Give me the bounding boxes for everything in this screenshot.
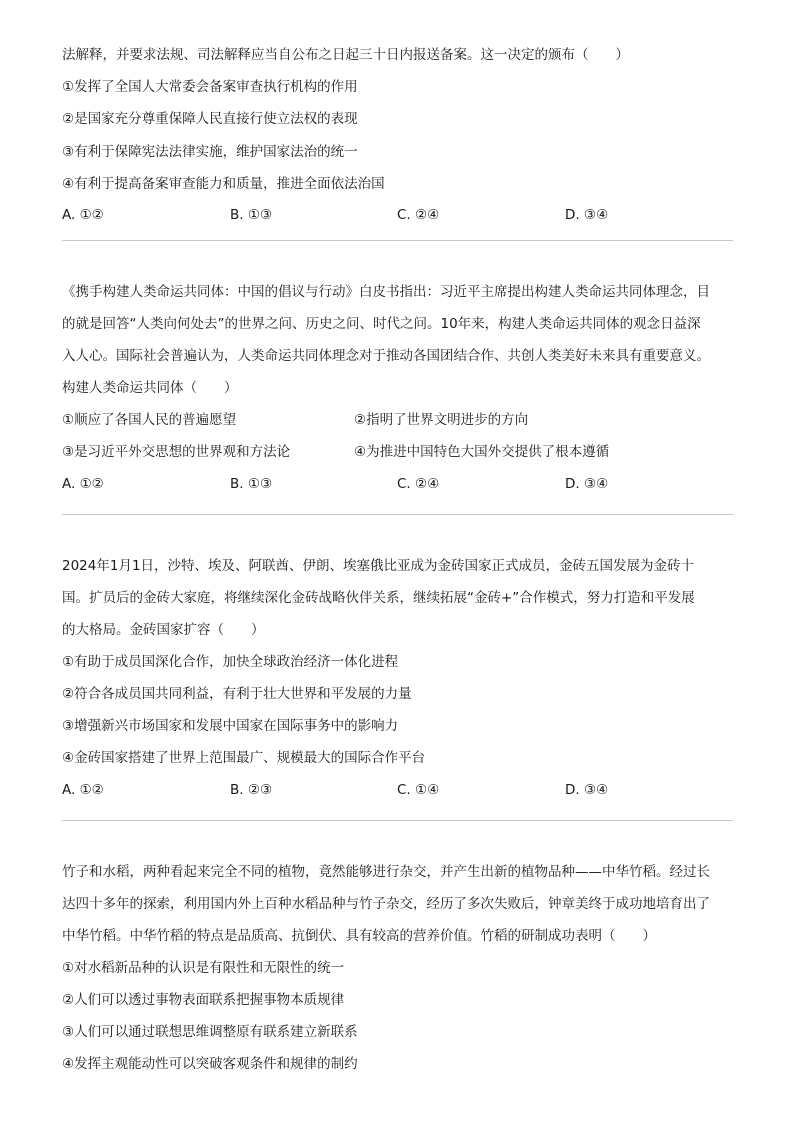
- q1-choice-c[interactable]: C. ②④: [397, 207, 440, 223]
- q3-option-4: ④金砖国家搭建了世界上范围最广、规模最大的国际合作平台: [62, 750, 426, 766]
- q2-choice-c[interactable]: C. ②④: [397, 476, 440, 492]
- q4-option-4: ④发挥主观能动性可以突破客观条件和规律的制约: [62, 1056, 358, 1072]
- q3-option-1: ①有助于成员国深化合作，加快全球政治经济一体化进程: [62, 654, 399, 670]
- q2-stem-line-1: 《携手构建人类命运共同体：中国的倡议与行动》白皮书指出：习近平主席提出构建人类命运共同体理念，目: [62, 284, 710, 300]
- q3-stem-line-1: 2024年1月1日，沙特、埃及、阿联酋、伊朗、埃塞俄比亚成为金砖国家正式成员，金砖五国发展为金砖十: [62, 558, 695, 574]
- q4-option-3: ③人们可以通过联想思维调整原有联系建立新联系: [62, 1024, 358, 1040]
- q3-choice-a[interactable]: A. ①②: [62, 782, 104, 798]
- q2-option-4: ④为推进中国特色大国外交提供了根本遵循: [354, 444, 610, 460]
- q3-stem-line-2: 国。扩员后的金砖大家庭，将继续深化金砖战略伙伴关系，继续拓展“金砖+”合作模式，努力打造和平发展: [62, 590, 695, 606]
- q4-option-1: ①对水稻新品种的认识是有限性和无限性的统一: [62, 960, 345, 976]
- q1-option-4: ④有利于提高备案审查能力和质量，推进全面依法治国: [62, 176, 385, 192]
- q3-option-2: ②符合各成员国共同利益，有利于壮大世界和平发展的力量: [62, 686, 412, 702]
- q2-option-3: ③是习近平外交思想的世界观和方法论: [62, 444, 291, 460]
- q4-stem-line-1: 竹子和水稻，两种看起来完全不同的植物，竟然能够进行杂交，并产生出新的植物品种——中华竹稻。经过长: [62, 864, 710, 880]
- q1-stem-line-1: 法解释，并要求法规、司法解释应当自公布之日起三十日内报送备案。这一决定的颁布（ ）: [62, 47, 629, 63]
- q1-choice-d[interactable]: D. ③④: [565, 207, 609, 223]
- question-divider: [62, 514, 733, 515]
- q2-option-2: ②指明了世界文明进步的方向: [354, 412, 529, 428]
- q4-option-2: ②人们可以透过事物表面联系把握事物本质规律: [62, 992, 345, 1008]
- q2-choice-a[interactable]: A. ①②: [62, 476, 104, 492]
- q2-stem-line-3: 入人心。国际社会普遍认为，人类命运共同体理念对于推动各国团结合作、共创人类美好未来具有重要意义。: [62, 348, 710, 364]
- q1-option-1: ①发挥了全国人大常委会备案审查执行机构的作用: [62, 79, 358, 95]
- q3-choice-b[interactable]: B. ②③: [230, 782, 273, 798]
- q1-option-3: ③有利于保障宪法法律实施，维护国家法治的统一: [62, 144, 358, 160]
- q3-choice-c[interactable]: C. ①④: [397, 782, 440, 798]
- q4-stem-line-2: 达四十多年的探索，利用国内外上百种水稻品种与竹子杂交，经历了多次失败后，钟章美终于成功地培育出了: [62, 896, 710, 912]
- q1-choice-a[interactable]: A. ①②: [62, 207, 104, 223]
- q3-option-3: ③增强新兴市场国家和发展中国家在国际事务中的影响力: [62, 718, 399, 734]
- q2-choice-d[interactable]: D. ③④: [565, 476, 609, 492]
- q1-choice-b[interactable]: B. ①③: [230, 207, 273, 223]
- q2-stem-line-2: 的就是回答“人类向何处去”的世界之问、历史之问、时代之问。10年来，构建人类命运共同体的观念日益深: [62, 316, 701, 332]
- q2-option-1: ①顺应了各国人民的普遍愿望: [62, 412, 237, 428]
- q3-choice-d[interactable]: D. ③④: [565, 782, 609, 798]
- question-divider: [62, 240, 733, 241]
- q4-stem-line-3: 中华竹稻。中华竹稻的特点是品质高、抗倒伏、具有较高的营养价值。竹稻的研制成功表明（ ）: [62, 928, 656, 944]
- q1-option-2: ②是国家充分尊重保障人民直接行使立法权的表现: [62, 111, 358, 127]
- q3-stem-line-3: 的大格局。金砖国家扩容（ ）: [62, 622, 265, 638]
- question-divider: [62, 820, 733, 821]
- q2-choice-b[interactable]: B. ①③: [230, 476, 273, 492]
- q2-stem-line-4: 构建人类命运共同体（ ）: [62, 380, 238, 396]
